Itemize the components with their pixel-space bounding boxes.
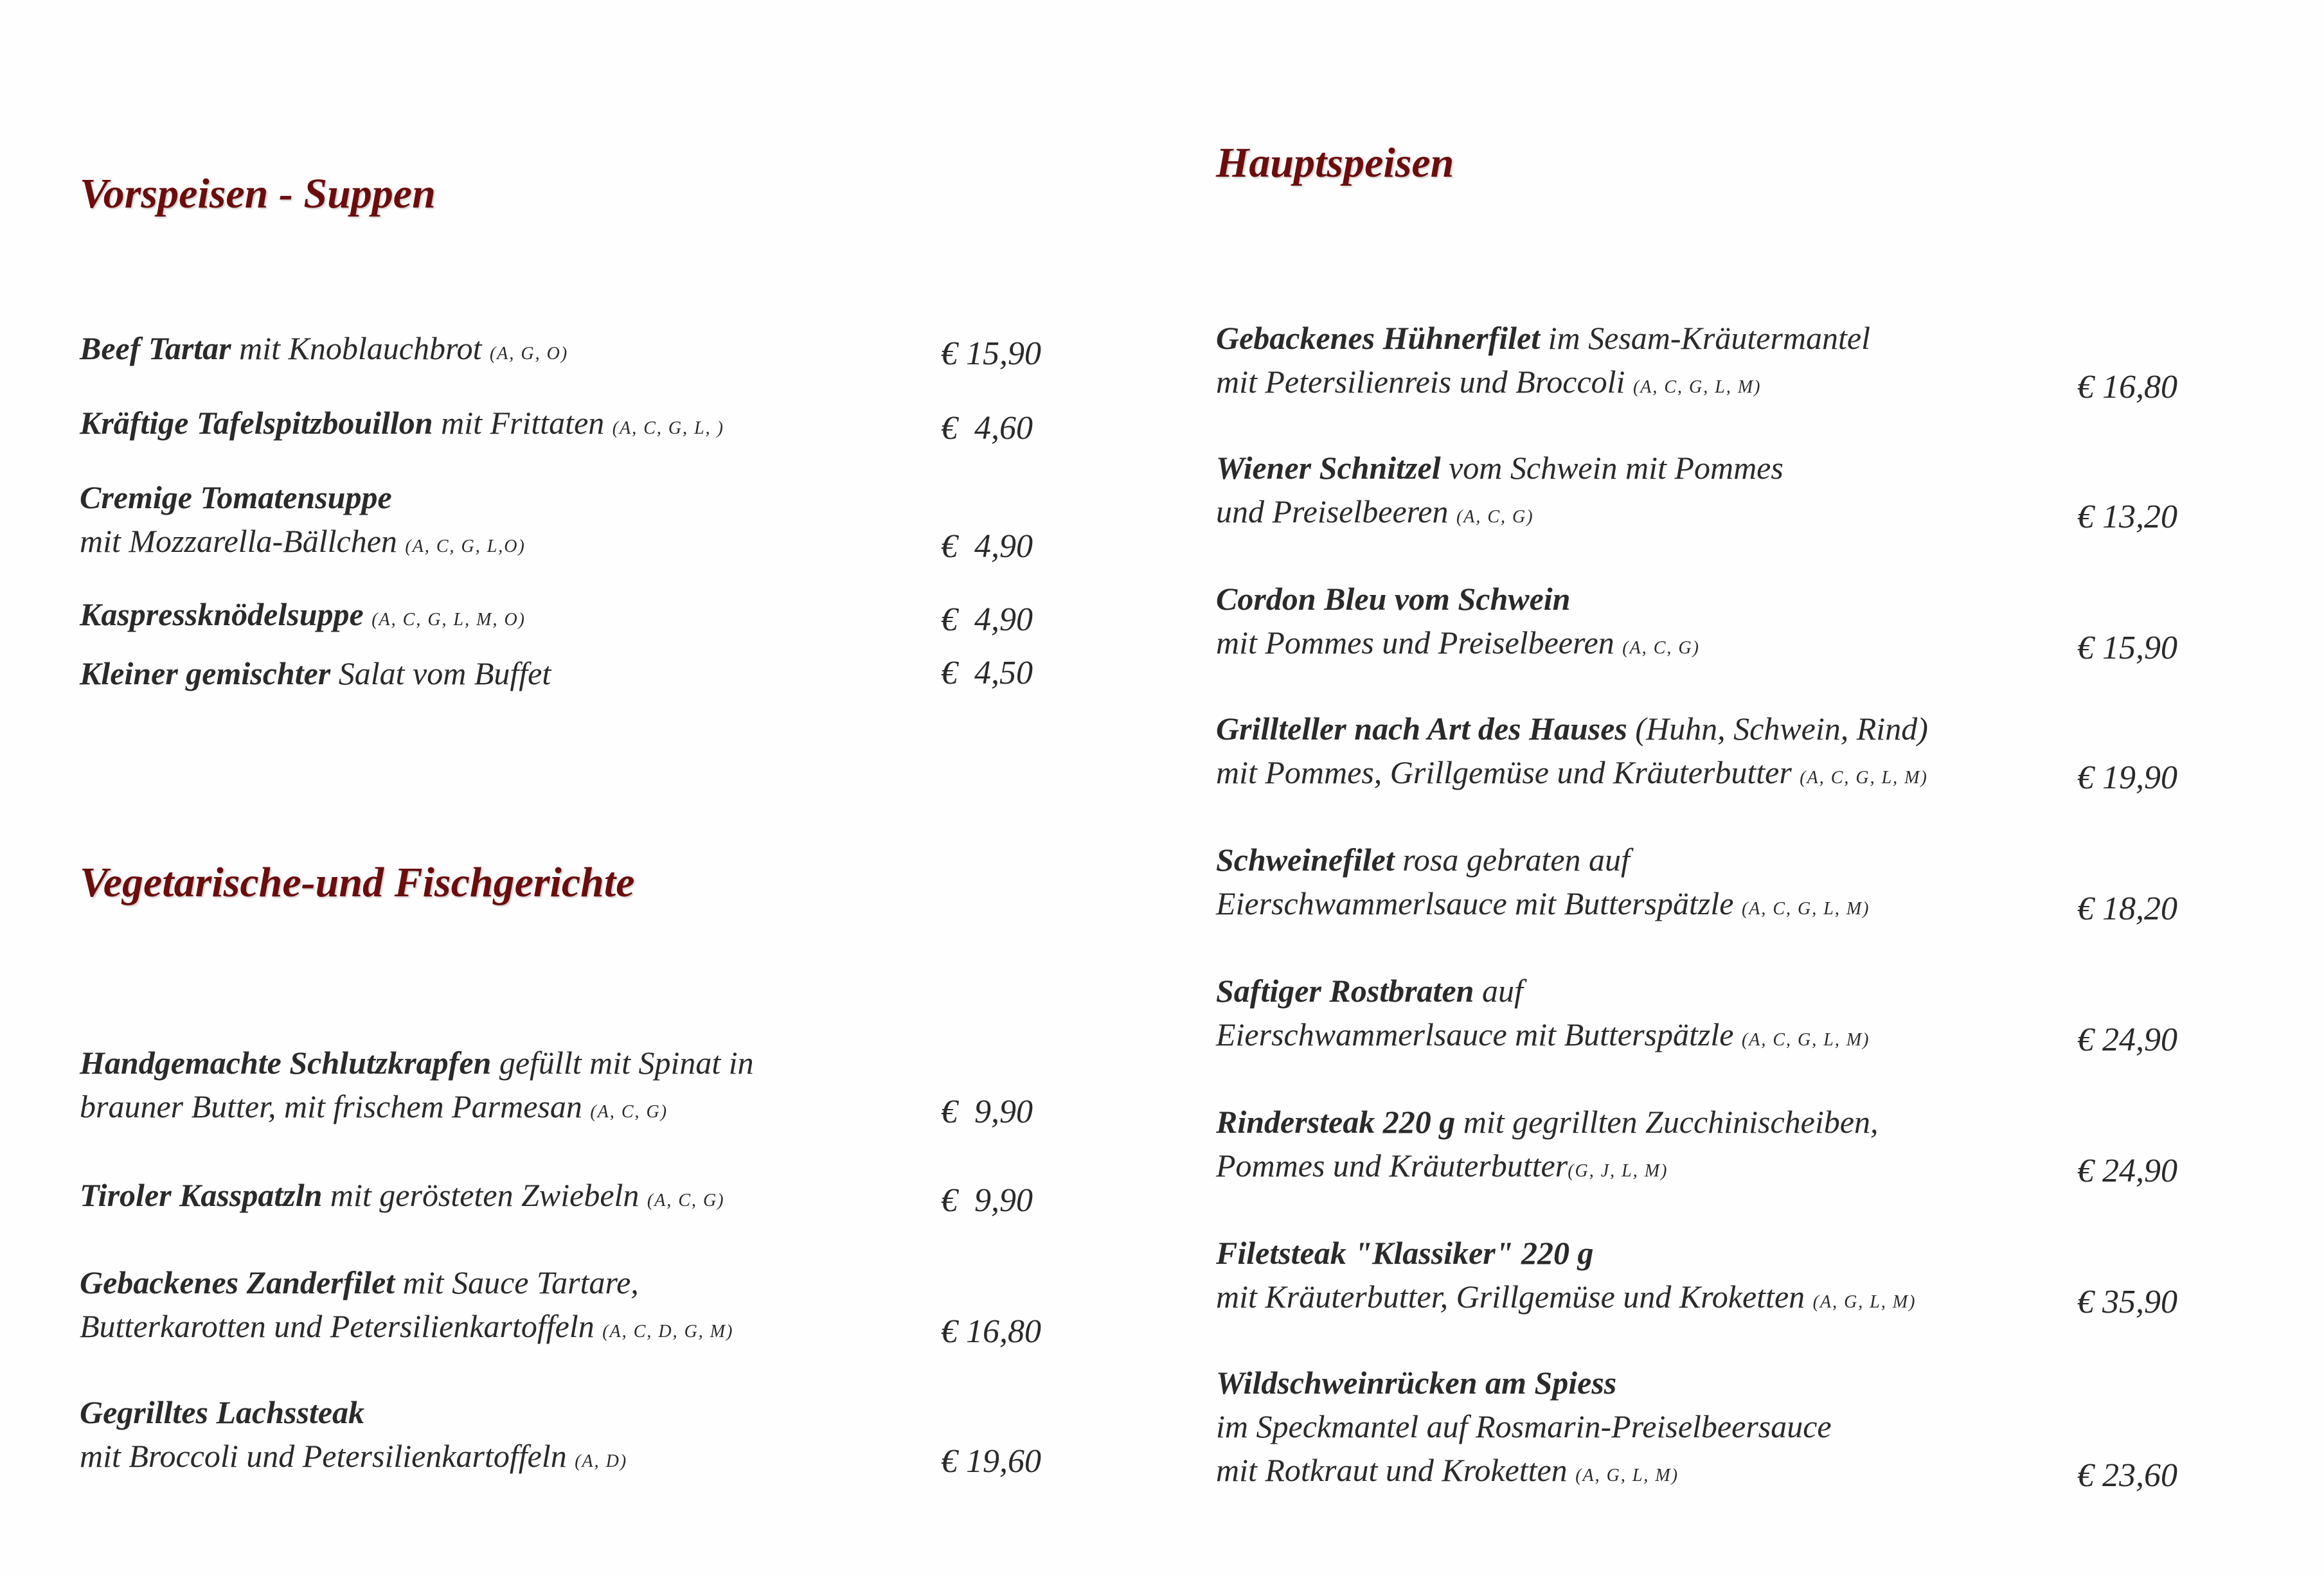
item-name: Gebackenes Zanderfilet: [80, 1264, 395, 1300]
item-line: [1216, 621, 2077, 670]
item-line: [80, 592, 941, 642]
item-name: Kräftige Tafelspitzbouillon: [80, 405, 433, 441]
item-line: [1216, 316, 2077, 360]
item-description: (Huhn, Schwein, Rind): [1627, 711, 1928, 747]
item-line: [1216, 750, 2077, 800]
item-line: [80, 519, 941, 569]
item-price: € 19,60: [941, 1443, 1041, 1480]
allergen-codes: (G, J, L, M): [1568, 1161, 1668, 1181]
item-description: rosa gebraten auf: [1394, 842, 1630, 878]
item-line: [80, 1085, 941, 1134]
item-description: mit Pommes und Preiselbeeren: [1216, 625, 1623, 660]
menu-item-kasspatzln: [80, 1173, 1082, 1223]
item-price: € 35,90: [2077, 1284, 2177, 1320]
item-price: € 4,90: [941, 601, 1033, 638]
allergen-codes: (A, C, D, G, M): [602, 1322, 734, 1342]
item-price: € 9,90: [941, 1182, 1033, 1219]
item-description: und Preiselbeeren: [1216, 493, 1456, 529]
item-description: mit gerösteten Zwiebeln: [322, 1177, 647, 1213]
item-price: € 4,60: [941, 410, 1033, 447]
item-price: € 4,90: [941, 528, 1033, 565]
allergen-codes: (A, C, G): [647, 1191, 725, 1210]
menu-item-grillteller: [1216, 707, 2219, 800]
item-line: [1216, 707, 2077, 750]
item-description: mit gegrillten Zucchinischeiben,: [1455, 1104, 1879, 1140]
item-line: [1216, 1100, 2077, 1144]
allergen-codes: (A, D): [575, 1451, 628, 1471]
menu-item-tafelspitzbouillon: [80, 401, 1082, 450]
item-name: Saftiger Rostbraten: [1216, 973, 1474, 1009]
item-price: € 18,20: [2077, 891, 2177, 927]
item-description: Pommes und Kräuterbutter: [1216, 1148, 1568, 1184]
item-description: [364, 596, 372, 632]
item-line: [80, 1304, 941, 1354]
item-line: [1216, 1231, 2077, 1275]
menu-item-schweinefilet: [1216, 838, 2219, 931]
item-name: Beef Tartar: [80, 330, 231, 366]
item-line: [80, 1390, 941, 1434]
item-name: Wildschweinrücken am Spiess: [1216, 1365, 1617, 1401]
item-name: Cremige Tomatensuppe: [80, 479, 392, 515]
item-line: [1216, 1275, 2077, 1324]
item-description: Eierschwammerlsauce mit Butterspätzle: [1216, 885, 1742, 921]
item-price: € 24,90: [2077, 1022, 2177, 1058]
item-line: [80, 1173, 941, 1223]
item-name: Wiener Schnitzel: [1216, 450, 1441, 486]
allergen-codes: (A, G, L, M): [1575, 1466, 1679, 1485]
item-description: mit Pommes, Grillgemüse und Kräuterbutter: [1216, 754, 1800, 790]
allergen-codes: (A, C, G, L,O): [405, 536, 526, 556]
item-line: [1216, 1144, 2077, 1193]
item-line: [80, 1434, 941, 1484]
menu-item-schlutzkrapfen: [80, 1041, 1082, 1134]
item-line: [80, 326, 941, 376]
item-line: [1216, 577, 2077, 621]
item-line: [80, 401, 941, 450]
item-price: € 16,80: [2077, 369, 2177, 405]
item-description: mit Broccoli und Petersilienkartoffeln: [80, 1438, 575, 1474]
menu-item-salat: [80, 652, 1082, 695]
item-line: [1216, 1013, 2077, 1062]
item-line: [1216, 969, 2077, 1013]
item-description: Salat vom Buffet: [330, 655, 551, 691]
item-price: € 15,90: [941, 335, 1041, 372]
item-price: € 19,90: [2077, 759, 2177, 796]
item-description: brauner Butter, mit frischem Parmesan: [80, 1088, 591, 1124]
item-description: mit Knoblauchbrot: [231, 330, 490, 366]
item-description: auf: [1474, 973, 1523, 1009]
item-description: mit Kräuterbutter, Grillgemüse und Kroketten: [1216, 1279, 1813, 1315]
item-name: Gebackenes Hühnerfilet: [1216, 320, 1541, 356]
item-description: gefüllt mit Spinat in: [491, 1045, 754, 1081]
item-line: [1216, 490, 2077, 539]
item-name: Kleiner gemischter: [80, 655, 331, 691]
item-name: Filetsteak "Klassiker" 220 g: [1216, 1235, 1594, 1271]
menu-item-beef-tartar: [80, 326, 1082, 376]
allergen-codes: (A, G, O): [489, 344, 569, 364]
menu-item-huehnerfilet: [1216, 316, 2219, 409]
item-description: mit Petersilienreis und Broccoli: [1216, 364, 1633, 400]
item-description: vom Schwein mit Pommes: [1440, 450, 1783, 486]
menu-item-kaspressknoedelsuppe: [80, 592, 1082, 642]
item-description: Eierschwammerlsauce mit Butterspätzle: [1216, 1016, 1742, 1052]
allergen-codes: (A, C, G, L, M): [1741, 1030, 1870, 1050]
menu-item-cordon-bleu: [1216, 577, 2219, 670]
allergen-codes: (A, C, G, L, ): [612, 418, 724, 438]
item-name: Kaspressknödelsuppe: [80, 596, 364, 632]
item-description: Butterkarotten und Petersilienkartoffeln: [80, 1308, 603, 1344]
allergen-codes: (A, G, L, M): [1812, 1292, 1917, 1312]
item-name: Tiroler Kasspatzln: [80, 1177, 323, 1213]
allergen-codes: (A, C, G): [1456, 507, 1534, 527]
item-description: mit Frittaten: [433, 405, 612, 441]
item-description: im Sesam-Kräutermantel: [1540, 320, 1870, 356]
item-price: € 15,90: [2077, 630, 2177, 666]
item-line: [1216, 1405, 2077, 1448]
allergen-codes: (A, C, G, L, M): [1741, 899, 1870, 919]
item-name: Gegrilltes Lachssteak: [80, 1394, 365, 1430]
section-title-mains: Hauptspeisen: [1216, 139, 1454, 186]
allergen-codes: (A, C, G): [590, 1102, 668, 1122]
item-price: € 4,50: [941, 655, 1033, 691]
menu-item-rindersteak: [1216, 1100, 2219, 1193]
item-name: Cordon Bleu vom Schwein: [1216, 581, 1571, 617]
item-description: mit Sauce Tartare,: [395, 1264, 639, 1300]
menu-item-lachssteak: [80, 1390, 1082, 1484]
allergen-codes: (A, C, G, L, M): [1632, 377, 1762, 397]
allergen-codes: (A, C, G, L, M): [1800, 768, 1928, 788]
menu-item-zanderfilet: [80, 1261, 1082, 1354]
item-price: € 16,80: [941, 1313, 1041, 1350]
item-line: [1216, 1361, 2077, 1405]
item-line: [1216, 882, 2077, 931]
item-line: [1216, 446, 2077, 490]
item-name: Handgemachte Schlutzkrapfen: [80, 1045, 492, 1081]
item-line: [1216, 838, 2077, 882]
item-line: [1216, 1448, 2077, 1498]
section-title-veg-fish: Vegetarische-und Fischgerichte: [80, 859, 635, 906]
item-line: [80, 475, 941, 519]
item-name: Rindersteak 220 g: [1216, 1104, 1456, 1140]
item-price: € 9,90: [941, 1094, 1033, 1130]
item-price: € 23,60: [2077, 1457, 2177, 1494]
item-price: € 24,90: [2077, 1153, 2177, 1189]
item-line: [1216, 360, 2077, 409]
item-description: mit Mozzarella-Bällchen: [80, 523, 406, 559]
item-description: im Speckmantel auf Rosmarin-Preiselbeersauce: [1216, 1408, 1832, 1444]
menu-item-wildschweinruecken: [1216, 1361, 2219, 1498]
item-name: Grillteller nach Art des Hauses: [1216, 711, 1627, 747]
menu-item-wiener-schnitzel: [1216, 446, 2219, 539]
section-title-starters: Vorspeisen - Suppen: [80, 170, 436, 217]
item-price: € 13,20: [2077, 499, 2177, 535]
item-line: [80, 1041, 941, 1085]
item-description: mit Rotkraut und Kroketten: [1216, 1452, 1576, 1488]
allergen-codes: (A, C, G): [1622, 638, 1700, 658]
item-line: [80, 1261, 941, 1304]
menu-item-rostbraten: [1216, 969, 2219, 1062]
menu-item-tomatensuppe: [80, 475, 1082, 569]
menu-item-filetsteak: [1216, 1231, 2219, 1324]
item-name: Schweinefilet: [1216, 842, 1395, 878]
allergen-codes: (A, C, G, L, M, O): [371, 610, 526, 630]
item-line: [80, 652, 941, 695]
